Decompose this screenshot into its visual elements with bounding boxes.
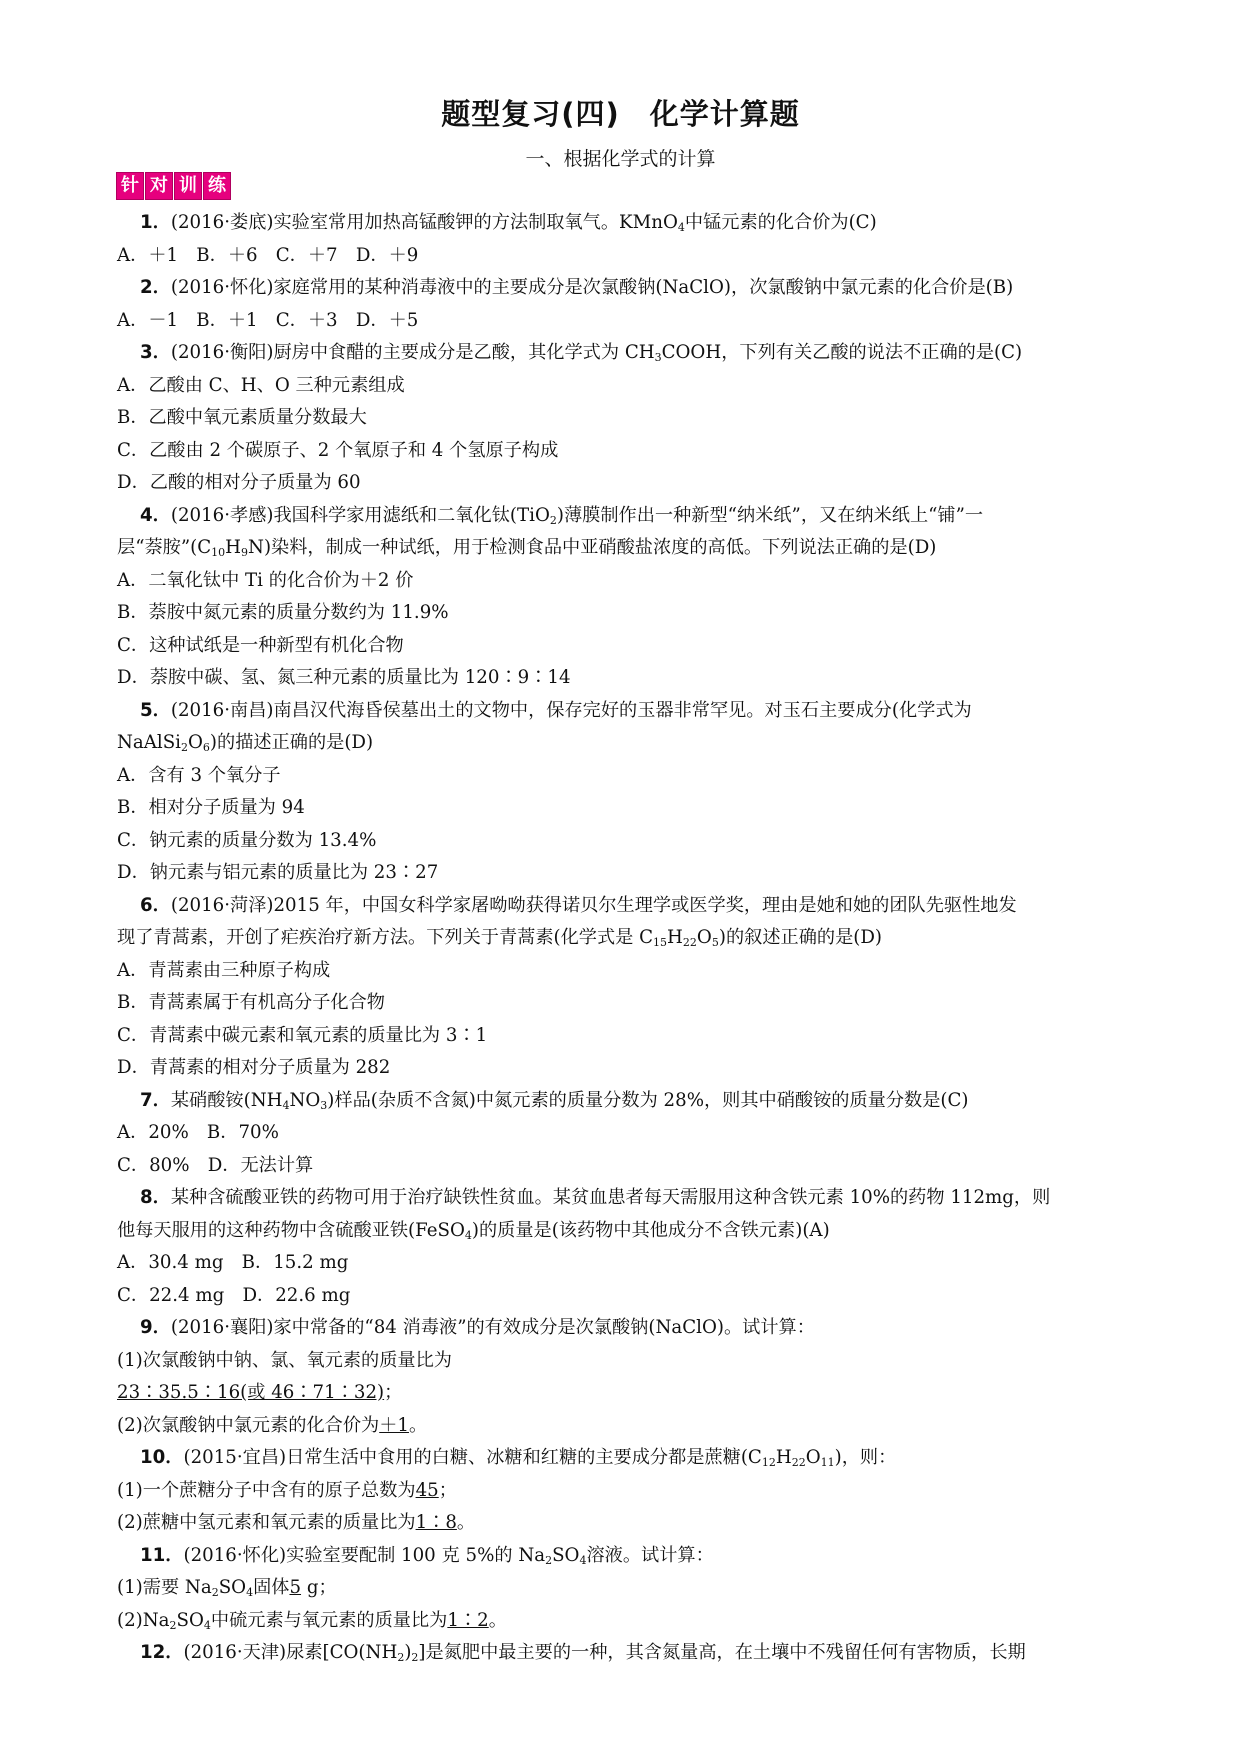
question-10-part-1: (1)一个蔗糖分子中含有的原子总数为45； bbox=[117, 1479, 457, 1501]
section-subtitle: 一、根据化学式的计算 bbox=[525, 148, 716, 170]
option-b: B．相对分子质量为 94 bbox=[117, 797, 305, 818]
question-11-part-1: (1)需要 $Na_2SO_4$固体5 g； bbox=[117, 1577, 337, 1599]
question-12: 12．(2016·天津)尿素$[CO(NH_2)_2]$是氮肥中最主要的一种，其含氮量高，在土壤中不残留任何有害物质，长期 bbox=[140, 1642, 1026, 1664]
badge-char: 训 bbox=[174, 172, 202, 200]
option-a: A．乙酸由 C、H、O 三种元素组成 bbox=[117, 374, 405, 396]
question-1: 1．(2016·娄底)实验室常用加热高锰酸钾的方法制取氧气。KMnO$_4$中锰元素的化合价为(C) bbox=[140, 212, 877, 234]
badge-char: 对 bbox=[145, 172, 173, 200]
question-11-part-2: $(2)Na_2SO_4$中硫元素与氧元素的质量比为1∶2。 bbox=[117, 1609, 507, 1632]
option-ab: A．30.4 mg B．15.2 mg bbox=[117, 1252, 349, 1273]
option-d: D．乙酸的相对分子质量为 60 bbox=[117, 472, 361, 493]
page-title: 题型复习(四) 化学计算题 bbox=[441, 97, 800, 131]
option-c: C．青蒿素中碳元素和氧元素的质量比为 3∶1 bbox=[117, 1024, 488, 1046]
question-9-answer-1: 23∶35.5∶16(或 46∶71∶32)； bbox=[117, 1382, 403, 1403]
option-a: A．含有 3 个氧分子 bbox=[117, 764, 281, 786]
question-4: 4．(2016·孝感)我国科学家用滤纸和二氧化钛(TiO$_2$)薄膜制作出一种新型“纳米纸”，又在纳米纸上“铺”一 bbox=[140, 504, 984, 527]
question-list bbox=[117, 207, 1160, 1670]
question-7: 7．某硝酸铵$(NH_4NO_3)$样品(杂质不含氮)中氮元素的质量分数为 28%，则其中硝酸铵的质量分数是(C) bbox=[140, 1089, 969, 1112]
question-9-part-2: (2)次氯酸钠中氯元素的化合价为＋1。 bbox=[117, 1414, 428, 1436]
option-d: D．萘胺中碳、氢、氮三种元素的质量比为 120∶9∶14 bbox=[117, 667, 571, 688]
question-8-line-2: 他每天服用的这种药物中含硫酸亚铁(FeSO$_4$)的质量是(该药物中其他成分不含铁元素)(A) bbox=[117, 1219, 830, 1242]
question-10-part-2: (2)蔗糖中氢元素和氧元素的质量比为1∶8。 bbox=[117, 1512, 476, 1533]
option-c: C．这种试纸是一种新型有机化合物 bbox=[117, 634, 404, 656]
option-a: A．二氧化钛中 Ti 的化合价为＋2 价 bbox=[117, 569, 414, 591]
option-a: A．青蒿素由三种原子构成 bbox=[117, 959, 331, 981]
question-1-options: A．＋1 B．＋6 C．＋7 D．＋9 bbox=[117, 244, 419, 266]
question-4-line-2: 层“萘胺$”(C_{10}H_9N)$染料，制成一种试纸，用于检测食品中亚硝酸盐浓度的高低。下列说法正确的是(D) bbox=[117, 537, 937, 559]
question-3: 3．(2016·衡阳)厨房中食醋的主要成分是乙酸，其化学式为 $CH_3COOH$，下列有关乙酸的说法不正确的是(C) bbox=[140, 342, 1023, 364]
option-b: B．萘胺中氮元素的质量分数约为 11.9% bbox=[117, 602, 449, 623]
question-2-options: A．－1 B．＋1 C．＋3 D．＋5 bbox=[117, 309, 419, 331]
practice-badge bbox=[116, 172, 231, 200]
badge-char: 练 bbox=[203, 172, 231, 200]
question-6-line-2: 现了青蒿素，开创了疟疾治疗新方法。下列关于青蒿素(化学式是 $C_{15}H_{22}O_5$)的叙述正确的是(D) bbox=[117, 927, 883, 949]
question-5: 5．(2016·南昌)南昌汉代海昏侯墓出土的文物中，保存完好的玉器非常罕见。对玉石主要成分(化学式为 bbox=[140, 699, 972, 721]
question-8: 8．某种含硫酸亚铁的药物可用于治疗缺铁性贫血。某贫血患者每天需服用这种含铁元素 10%的药物 112mg，则 bbox=[140, 1187, 1051, 1208]
badge-char: 针 bbox=[116, 172, 144, 200]
question-10: 10．(2015·宜昌)日常生活中食用的白糖、冰糖和红糖的主要成分都是蔗糖$(C_{12}H_{22}O_{11})$，则： bbox=[140, 1447, 897, 1469]
question-9: 9．(2016·襄阳)家中常备的“84 消毒液”的有效成分是次氯酸钠(NaClO)。试计算： bbox=[140, 1317, 815, 1338]
option-b: B．乙酸中氧元素质量分数最大 bbox=[117, 407, 367, 428]
question-6: 6．(2016·菏泽)2015 年，中国女科学家屠呦呦获得诺贝尔生理学或医学奖，理由是她和她的团队先驱性地发 bbox=[140, 894, 1017, 916]
question-11: 11．(2016·怀化)实验室要配制 100 克 5%的 $Na_2SO_4$溶液。试计算： bbox=[140, 1544, 714, 1567]
question-5-line-2: $NaAlSi_2O_6$)的描述正确的是(D) bbox=[117, 732, 374, 754]
option-cd: C．80% D．无法计算 bbox=[117, 1154, 314, 1176]
option-cd: C．22.4 mg D．22.6 mg bbox=[117, 1284, 351, 1306]
question-9-part-1: (1)次氯酸钠中钠、氯、氧元素的质量比为 bbox=[117, 1349, 452, 1371]
option-d: D．钠元素与铝元素的质量比为 23∶27 bbox=[117, 862, 439, 883]
option-c: C．钠元素的质量分数为 13.4% bbox=[117, 829, 377, 851]
option-ab: A．20% B．70% bbox=[117, 1122, 279, 1143]
option-c: C．乙酸由 2 个碳原子、2 个氧原子和 4 个氢原子构成 bbox=[117, 439, 559, 461]
option-b: B．青蒿素属于有机高分子化合物 bbox=[117, 992, 385, 1013]
question-2: 2．(2016·怀化)家庭常用的某种消毒液中的主要成分是次氯酸钠(NaClO)，次氯酸钠中氯元素的化合价是(B) bbox=[140, 277, 1014, 298]
option-d: D．青蒿素的相对分子质量为 282 bbox=[117, 1057, 391, 1078]
